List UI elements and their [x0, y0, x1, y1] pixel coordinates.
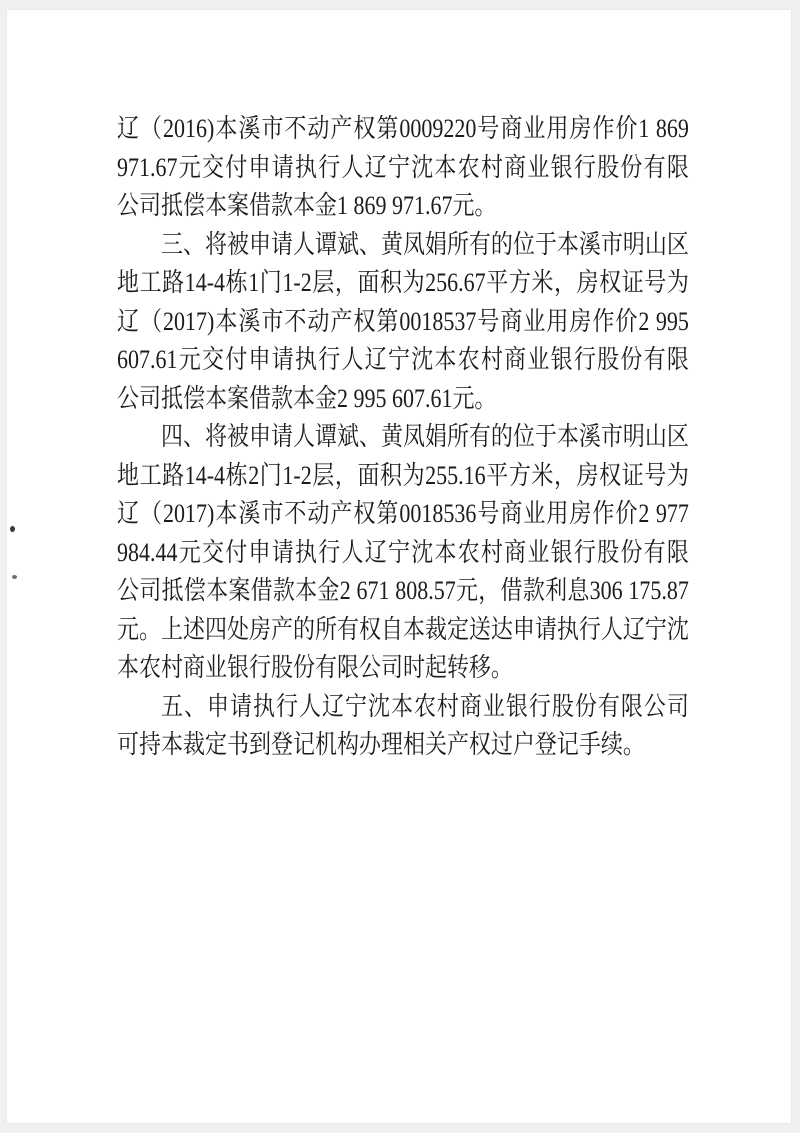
text-line: 地工路14-4栋1门1-2层，面积为256.67平方米，房权证号为	[117, 268, 689, 297]
text-line: 辽（2017)本溪市不动产权第0018537号商业用房作价2 995	[117, 306, 689, 336]
text-line: 四、将被申请人谭斌、黄凤娟所有的位于本溪市明山区	[160, 422, 689, 451]
text-line: 辽（2016)本溪市不动产权第0009220号商业用房作价1 869	[117, 114, 689, 143]
ruling-text-block	[117, 110, 689, 765]
text-line: 本农村商业银行股份有限公司时起转移。	[117, 653, 513, 682]
text-line: 可持本裁定书到登记机构办理相关产权过户登记手续。	[117, 730, 645, 759]
text-line: 元。上述四处房产的所有权自本裁定送达申请执行人辽宁沈	[117, 614, 689, 644]
text-line: 607.61元交付申请执行人辽宁沈本农村商业银行股份有限	[117, 345, 689, 374]
text-line: 公司抵偿本案借款本金1 869 971.67元。	[117, 191, 497, 220]
ink-speck	[10, 526, 15, 532]
ruling-paragraph	[117, 226, 689, 419]
text-line: 五、申请执行人辽宁沈本农村商业银行股份有限公司	[160, 691, 689, 721]
text-line: 辽（2017)本溪市不动产权第0018536号商业用房作价2 977	[117, 499, 689, 528]
document-page	[7, 10, 791, 1123]
text-line: 984.44元交付申请执行人辽宁沈本农村商业银行股份有限	[117, 537, 689, 567]
ink-speck	[12, 575, 17, 579]
ruling-paragraph	[117, 688, 689, 765]
text-line: 公司抵偿本案借款本金2 995 607.61元。	[117, 383, 497, 413]
ruling-paragraph	[117, 110, 689, 226]
text-line: 三、将被申请人谭斌、黄凤娟所有的位于本溪市明山区	[160, 229, 689, 259]
text-line: 地工路14-4栋2门1-2层，面积为255.16平方米，房权证号为	[117, 460, 689, 490]
ruling-paragraph	[117, 418, 689, 688]
text-line: 公司抵偿本案借款本金2 671 808.57元，借款利息306 175.87	[117, 576, 689, 605]
text-line: 971.67元交付申请执行人辽宁沈本农村商业银行股份有限	[117, 152, 689, 182]
